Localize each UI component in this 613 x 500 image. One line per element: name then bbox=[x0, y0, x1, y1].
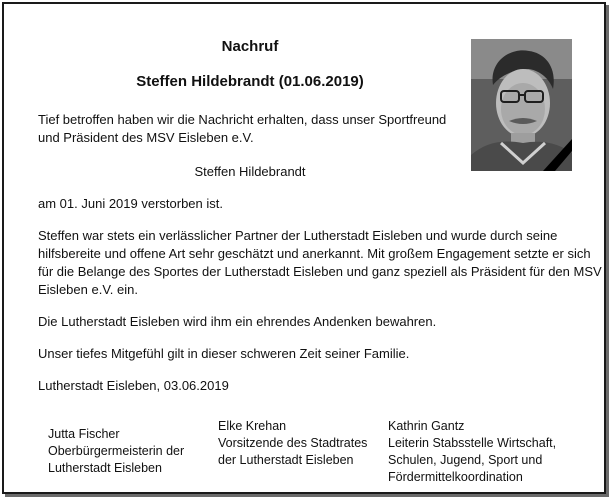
signatory-1-role-1: Oberbürgermeisterin der bbox=[48, 444, 185, 458]
condolence-line: Unser tiefes Mitgefühl gilt in dieser schweren Zeit seiner Familie. bbox=[38, 346, 410, 361]
tribute-line-4: Eisleben e.V. ein. bbox=[38, 282, 138, 297]
signatory-3-name: Kathrin Gantz bbox=[388, 419, 465, 433]
name-center: Steffen Hildebrandt bbox=[194, 164, 306, 179]
signatory-3-role-3: Fördermittelkoordination bbox=[388, 470, 523, 484]
place-date: Lutherstadt Eisleben, 03.06.2019 bbox=[38, 378, 229, 393]
portrait-photo bbox=[471, 39, 572, 171]
signatory-3 bbox=[388, 418, 556, 486]
tribute-line-2: hilfsbereite und offene Art sehr geschätzt und anerkannt. Mit großem Engagement setzte er sich bbox=[38, 246, 591, 261]
signatory-2-name: Elke Krehan bbox=[218, 419, 287, 433]
signatory-1-role-2: Lutherstadt Eisleben bbox=[48, 461, 162, 475]
signatory-3-role-1: Leiterin Stabsstelle Wirtschaft, bbox=[388, 436, 557, 450]
name-date-title: Steffen Hildebrandt (01.06.2019) bbox=[136, 73, 364, 90]
memory-line: Die Lutherstadt Eisleben wird ihm ein ehrendes Andenken bewahren. bbox=[38, 314, 437, 329]
heading: Nachruf bbox=[221, 38, 279, 55]
signatory-2-role-2: der Lutherstadt Eisleben bbox=[218, 453, 354, 467]
intro-line-1: Tief betroffen haben wir die Nachricht erhalten, dass unser Sportfreund bbox=[38, 112, 447, 127]
signatory-3-role-2: Schulen, Jugend, Sport und bbox=[388, 453, 543, 467]
signatory-2-role-1: Vorsitzende des Stadtrates bbox=[218, 436, 368, 450]
signatory-2 bbox=[218, 418, 367, 469]
intro-line-2: und Präsident des MSV Eisleben e.V. bbox=[38, 130, 254, 145]
signatory-1-name: Jutta Fischer bbox=[48, 427, 120, 441]
died-line: am 01. Juni 2019 verstorben ist. bbox=[38, 196, 223, 211]
tribute-line-1: Steffen war stets ein verlässlicher Partner der Lutherstadt Eisleben und wurde durch seine bbox=[38, 228, 558, 243]
tribute-line-3: für die Belange des Sportes der Lutherstadt Eisleben und ganz speziell als Präsident für den MSV bbox=[38, 264, 602, 279]
signatory-1 bbox=[48, 426, 184, 477]
